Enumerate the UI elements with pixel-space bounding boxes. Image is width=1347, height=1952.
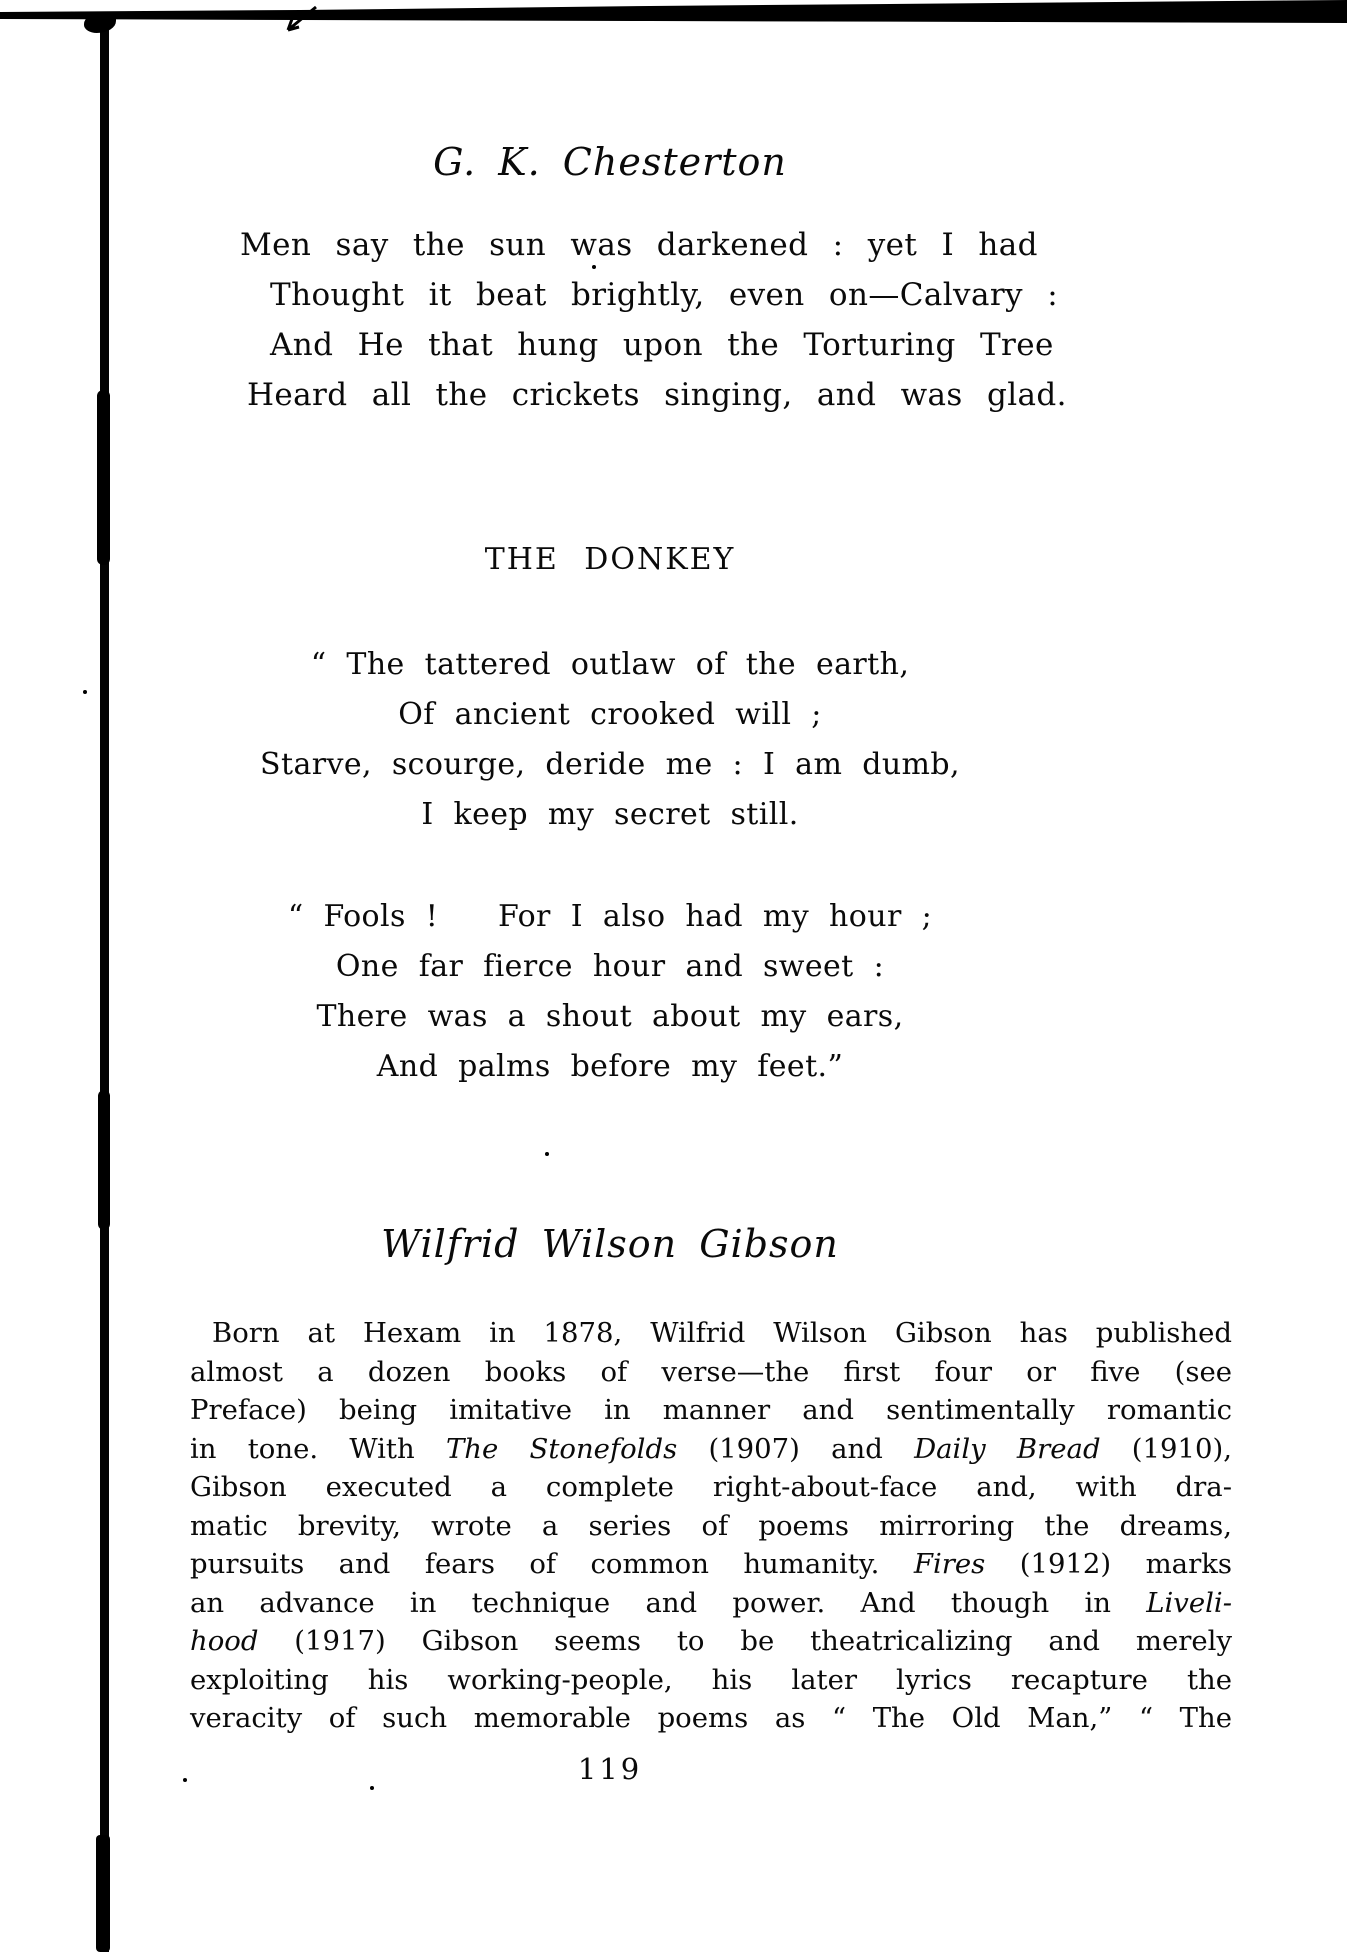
text: Born at Hexam in 1878, Wilfrid Wilson Gibson has published <box>212 1317 1232 1349</box>
stanza-line: I keep my secret still. <box>421 797 799 832</box>
bio-line <box>190 1622 1232 1661</box>
section-author-gibson: Wilfrid Wilson Gibson <box>381 1222 839 1266</box>
scan-speckle <box>545 1152 549 1156</box>
bio-line <box>190 1391 1232 1430</box>
italic-text: hood <box>190 1625 259 1657</box>
bio-line <box>190 1430 1232 1469</box>
italic-text: The Stonefolds <box>445 1432 678 1465</box>
gibson-bio-paragraph <box>190 1314 1232 1738</box>
donkey-stanza-1 <box>190 640 1030 840</box>
italic-text: Fires <box>913 1548 986 1580</box>
verse-line: And He that hung upon the Torturing Tree <box>270 327 1054 363</box>
scan-blot <box>84 13 116 33</box>
stanza-line: And palms before my feet.” <box>376 1049 844 1084</box>
verse-line: Thought it beat brightly, even on—Calvary : <box>270 277 1059 313</box>
verse-line: Heard all the crickets singing, and was glad. <box>247 377 1067 413</box>
italic-text: Liveli- <box>1146 1586 1232 1619</box>
text: an advance in technique and power. And though in <box>190 1586 1147 1619</box>
bio-line <box>190 1507 1232 1546</box>
book-gutter-line <box>100 14 109 1952</box>
verse-line: Men say the sun was darkened : yet I had <box>240 227 1038 263</box>
bio-line <box>190 1661 1232 1700</box>
stanza-line: Starve, scourge, deride me : I am dumb, <box>260 747 960 782</box>
italic-text: Daily Bread <box>914 1432 1101 1465</box>
bio-line <box>190 1468 1232 1507</box>
text: exploiting his working-people, his later lyrics recapture the <box>190 1663 1232 1696</box>
scan-speckle <box>83 690 87 694</box>
text: (1907) and <box>677 1432 915 1465</box>
donkey-stanza-2 <box>190 892 1030 1092</box>
section-author-chesterton: G. K. Chesterton <box>433 140 787 184</box>
text: veracity of such memorable poems as “ The Old Man,” “ The <box>190 1702 1232 1734</box>
bio-line <box>190 1699 1232 1738</box>
text: (1917) Gibson seems to be theatricalizing and merely <box>258 1625 1232 1657</box>
stanza-line: “ Fools ! For I also had my hour ; <box>287 899 933 934</box>
text: Gibson executed a complete right-about-face and, with dra- <box>190 1471 1232 1503</box>
scan-blot <box>97 390 110 565</box>
page-number: 119 <box>577 1752 643 1786</box>
stanza-line: There was a shout about my ears, <box>316 999 904 1034</box>
bio-line <box>190 1545 1232 1584</box>
text: pursuits and fears of common humanity. <box>190 1548 914 1580</box>
text: Preface) being imitative in manner and sentimentally romantic <box>190 1394 1232 1426</box>
scan-blot <box>96 1835 110 1952</box>
poem-title-the-donkey: THE DONKEY <box>484 542 736 577</box>
stanza-line: Of ancient crooked will ; <box>398 697 822 732</box>
scan-speckle <box>183 1778 187 1782</box>
text: (1912) marks <box>985 1548 1232 1580</box>
bio-line <box>190 1584 1232 1623</box>
scan-blot <box>98 1090 110 1230</box>
stanza-line: “ The tattered outlaw of the earth, <box>310 647 910 682</box>
chesterton-verse <box>240 220 1067 420</box>
text: (1910), <box>1100 1432 1232 1465</box>
pen-mark-arrow <box>278 4 320 36</box>
scan-speckle <box>370 1786 374 1790</box>
text: almost a dozen books of verse—the first four or five (see <box>190 1355 1232 1388</box>
bio-line <box>190 1353 1232 1392</box>
stanza-line: One far fierce hour and sweet : <box>335 949 885 984</box>
text: in tone. With <box>190 1432 446 1465</box>
text: matic brevity, wrote a series of poems mirroring the dreams, <box>190 1509 1232 1542</box>
bio-line <box>190 1314 1232 1353</box>
scan-top-edge <box>0 0 1347 30</box>
